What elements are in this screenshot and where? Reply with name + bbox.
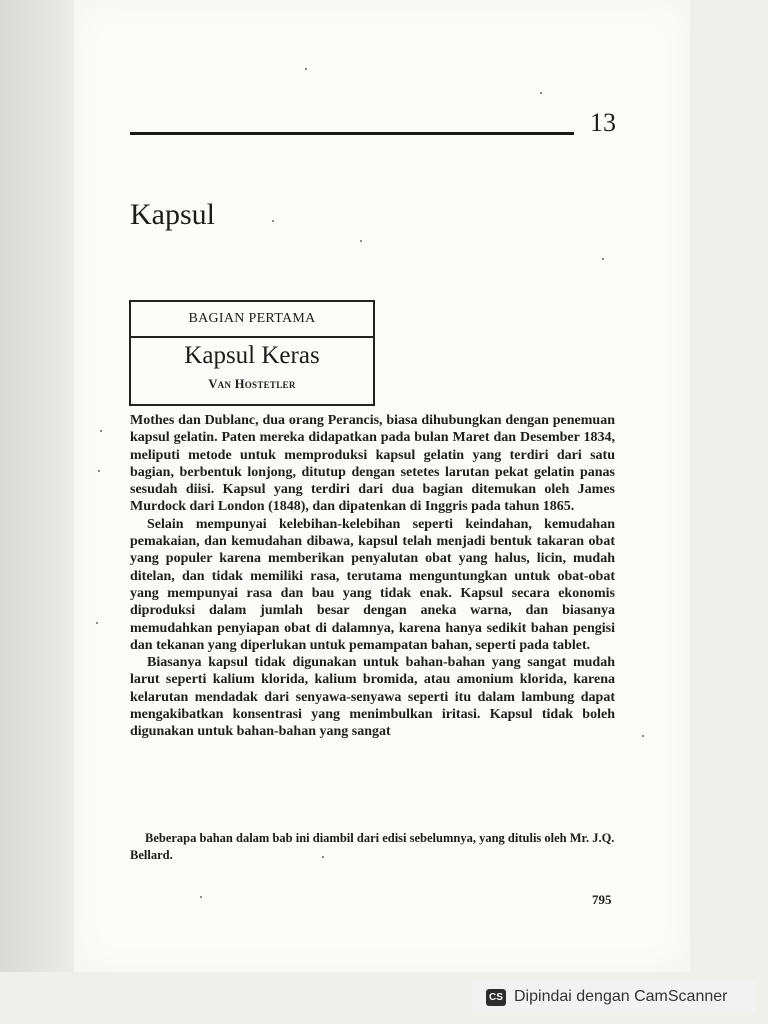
section-title: Kapsul Keras bbox=[184, 342, 320, 369]
chapter-title: Kapsul bbox=[130, 198, 215, 231]
footnote: Beberapa bahan dalam bab ini diambil dari edisi sebelumnya, yang ditulis oleh Mr. J.Q. Bellard. bbox=[130, 831, 615, 862]
scan-speck bbox=[272, 220, 274, 222]
paragraph: Biasanya kapsul tidak digunakan untuk bahan-bahan yang sangat mudah larut seperti kalium klorida, kalium bromida, atau amonium klorida, karena kelarutan mendadak dari senyawa-senyawa seperti itu dalam lambung dapat mengakibatkan konsentrasi yang menimbulkan iritasi. Kapsul tidak boleh digunakan untuk bahan-bahan yang sangat bbox=[130, 655, 615, 740]
scan-speck bbox=[602, 258, 604, 260]
section-author: Van Hostetler bbox=[208, 377, 296, 391]
chapter-rule bbox=[130, 132, 574, 135]
scan-speck bbox=[540, 92, 542, 94]
scan-speck bbox=[642, 735, 644, 737]
page-number: 795 bbox=[592, 892, 612, 907]
scan-speck bbox=[96, 622, 98, 624]
part-label: BAGIAN PERTAMA bbox=[131, 302, 373, 338]
scan-speck bbox=[200, 896, 202, 898]
scan-speck bbox=[100, 430, 102, 432]
camscanner-watermark bbox=[472, 980, 756, 1014]
scan-speck bbox=[322, 856, 324, 858]
scan-speck bbox=[305, 68, 307, 70]
camscanner-logo-icon: CS bbox=[486, 989, 506, 1006]
paragraph: Mothes dan Dublanc, dua orang Perancis, biasa dihubungkan dengan penemuan kapsul gelatin. Paten mereka didapatkan pada bulan Maret dan Desember 1834, meliputi metode untuk memproduksi kapsul gelatin yang terdiri dari satu bagian, berbentuk lonjong, ditutup dengan setetes larutan pekat gelatin panas sesudah diisi. Kapsul yang terdiri dari dua bagian ditemukan oleh James Murdock dari London (1848), dan dipatenkan di Inggris pada tahun 1865. bbox=[130, 413, 615, 515]
scan-speck bbox=[98, 470, 100, 472]
chapter-number: 13 bbox=[590, 108, 616, 137]
watermark-text: Dipindai dengan CamScanner bbox=[514, 988, 728, 1005]
scan-speck bbox=[360, 240, 362, 242]
scan-edge-shadow bbox=[0, 0, 74, 972]
section-heading-box bbox=[129, 300, 375, 406]
body-text bbox=[130, 412, 615, 741]
paragraph: Selain mempunyai kelebihan-kelebihan seperti keindahan, kemudahan pemakaian, dan kemudahan dibawa, kapsul telah menjadi bentuk takaran obat yang populer karena memberikan penyalutan obat yang halus, licin, mudah ditelan, dan tidak memiliki rasa, terutama menguntungkan untuk obat-obat yang mempunyai rasa dan bau yang tidak enak. Kapsul secara ekonomis diproduksi dalam jumlah besar dengan aneka warna, dan biasanya memudahkan penyiapan obat di dalamnya, karena hanya sedikit bahan pengisi dan tekanan yang diperlukan untuk pemampatan bahan, seperti pada tablet. bbox=[130, 516, 615, 653]
